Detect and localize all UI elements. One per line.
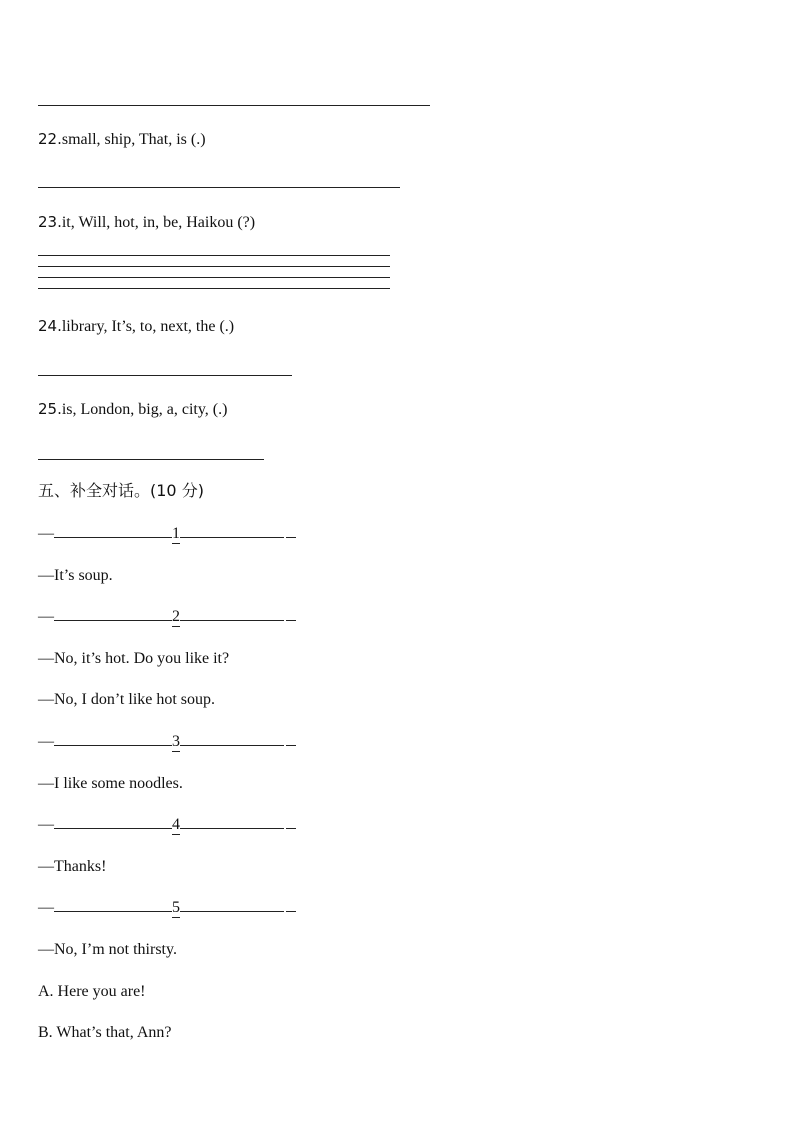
question-number: 23.: [38, 213, 62, 231]
blank-number: 2: [172, 608, 180, 625]
answer-line-25[interactable]: [38, 459, 264, 460]
option-a: A. Here you are!: [38, 983, 146, 1000]
blank-number: 3: [172, 733, 180, 750]
question-23: [38, 212, 255, 233]
question-number: 25.: [38, 400, 62, 418]
question-24: [38, 316, 234, 337]
answer-line-23c[interactable]: [38, 277, 390, 278]
dialogue-line: —No, I don’t like hot soup.: [38, 691, 216, 708]
dialogue-line: —No, it’s hot. Do you like it?: [38, 650, 230, 667]
question-22: [38, 129, 206, 150]
dialogue-line: —I like some noodles.: [38, 775, 183, 792]
question-number: 22.: [38, 130, 62, 148]
blank-number: 4: [172, 816, 180, 833]
dialogue-blank-3[interactable]: — 3: [38, 732, 296, 752]
answer-line-22[interactable]: [38, 187, 400, 188]
question-words: small, ship, That, is (.): [61, 131, 206, 148]
question-25: [38, 399, 227, 420]
blank-number: 5: [172, 899, 180, 916]
answer-line-24[interactable]: [38, 375, 292, 376]
dialogue-blank-2[interactable]: — 2: [38, 607, 296, 627]
question-words: it, Will, hot, in, be, Haikou (?): [61, 214, 256, 231]
question-number: 24.: [38, 317, 62, 335]
answer-line-23d[interactable]: [38, 288, 390, 289]
dialogue-blank-5[interactable]: — 5: [38, 898, 296, 918]
dialogue-line: —No, I’m not thirsty.: [38, 941, 177, 958]
dialogue-line: —Thanks!: [38, 858, 107, 875]
answer-line-21: [38, 105, 430, 106]
question-words: is, London, big, a, city, (.): [61, 401, 228, 418]
answer-line-23b[interactable]: [38, 266, 390, 267]
question-words: library, It’s, to, next, the (.): [61, 318, 235, 335]
section-heading: 五、补全对话。(10 分): [38, 481, 204, 500]
answer-line-23a[interactable]: [38, 255, 390, 256]
dialogue-blank-4[interactable]: — 4: [38, 815, 296, 835]
dialogue-line: —It’s soup.: [38, 567, 113, 584]
blank-number: 1: [172, 525, 180, 542]
dialogue-blank-1[interactable]: — 1: [38, 524, 296, 544]
option-b: B. What’s that, Ann?: [38, 1024, 172, 1041]
